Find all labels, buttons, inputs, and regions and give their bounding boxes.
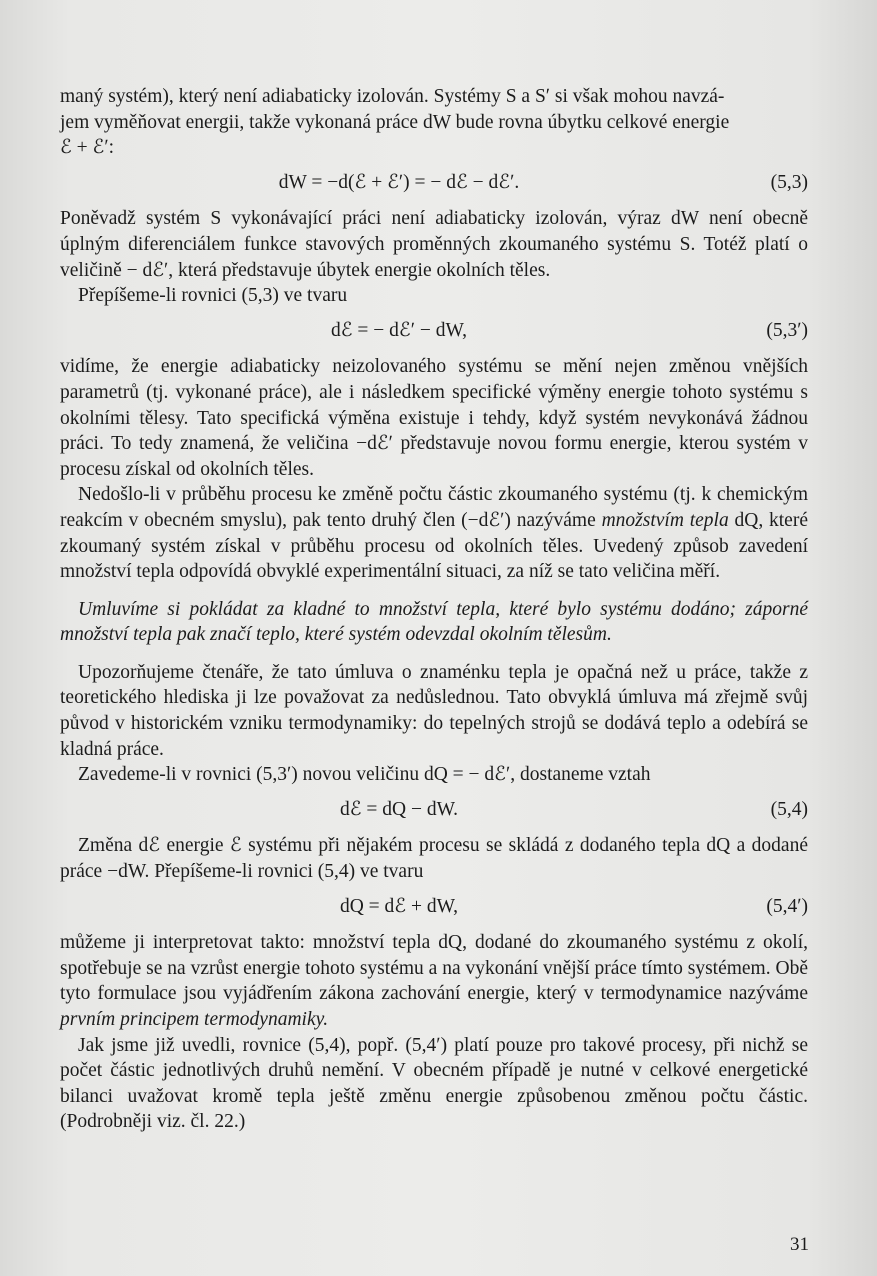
term-italic: množstvím tepla — [601, 509, 729, 531]
paragraph: Upozorňujeme čtenáře, že tato úmluva o znaménku tepla je opačná než u práce, takže z teoretického hlediska ji lze považovat za nedůslednou. Tato obvyklá úmluva má zřejmě svůj původ v historickém vzniku termodynamiky: do tepelných strojů se dodává teplo a odebírá se kladná práce. — [60, 661, 808, 760]
equation-number: (5,4ʹ) — [766, 895, 808, 917]
paragraph: vidíme, že energie adiabaticky neizolovaného systému se mění nejen změnou vnějších parametrů (tj. vykonané práce), ale i následkem specifické výměny energie tohoto systému s okolními tělesy. Tato specifická výměna existuje i tehdy, když systém nevykonává žádnou práci. To tedy znamená, že veličina −dℰʹ představuje novou formu energie, kterou systém v procesu získal od okolních těles. — [60, 356, 808, 480]
page-text — [60, 84, 808, 1135]
equation-formula: dℰ = dQ − dW. — [339, 798, 459, 820]
paragraph — [60, 930, 808, 1032]
text-line: ℰ + ℰʹ: — [60, 137, 115, 159]
paragraph: Jak jsme již uvedli, rovnice (5,4), popř. (5,4ʹ) platí pouze pro takové procesy, při nichž se počet částic jednotlivých druhů nemění. V obecném případě je nutné v celkové energetické bilanci uvažovat kromě tepla ještě změnu energie způsobenou změnou počtu částic. (Podrobněji viz. čl. 22.) — [60, 1034, 808, 1133]
equation-number: (5,3) — [770, 171, 808, 193]
paragraph: Přepíšeme-li rovnici (5,3) ve tvaru — [78, 285, 348, 307]
equation-5-3 — [60, 170, 808, 196]
paragraph: Změna dℰ energie ℰ systému při nějakém procesu se skládá z dodaného tepla dQ a dodané práce −dW. Přepíšeme-li rovnici (5,4) ve tvaru — [60, 835, 808, 883]
equation-5-4-prime — [60, 894, 808, 920]
text-line: maný systém), který není adiabaticky izolován. Systémy S a Sʹ si však mohou navzá- — [60, 86, 725, 107]
paragraph: Zavedeme-li v rovnici (5,3ʹ) novou veličinu dQ = − dℰʹ, dostaneme vztah — [78, 764, 651, 786]
text-line: jem vyměňovat energii, takže vykonaná práce dW bude rovna úbytku celkové energie — [60, 111, 730, 133]
equation-5-4 — [60, 797, 808, 823]
paragraph-text: dQ, které zkoumaný systém získal v průběhu procesu od okolních těles. Uvedený způsob zavedení množství tepla odpovídá obvyklé experimentální situaci, za níž se tato veličina měří. — [60, 509, 808, 583]
paragraph-text: Nedošlo-li v průběhu procesu ke změně počtu částic zkoumaného systému (tj. k chemickým reakcím v obecném smyslu), pak tento druhý člen (−dℰʹ) nazýváme — [60, 484, 808, 531]
convention-paragraph: Umluvíme si pokládat za kladné to množství tepla, které bylo systému dodáno; záporné množství tepla pak značí teplo, které systém odevzdal okolním tělesům. — [60, 598, 808, 646]
equation-number: (5,4) — [770, 798, 808, 820]
term-italic: prvním principem termodynamiky. — [60, 1009, 329, 1030]
equation-formula: dℰ = − dℰʹ − dW, — [331, 319, 467, 341]
paragraph — [60, 482, 808, 584]
equation-formula: dW = −d(ℰ + ℰʹ) = − dℰ − dℰʹ. — [278, 171, 520, 193]
paragraph: Poněvadž systém S vykonávající práci není adiabaticky izolován, výraz dW není obecně úplným diferenciálem funkce stavových proměnných zkoumaného systému S. Totéž platí o veličině − dℰʹ, která představuje úbytek energie okolních těles. — [60, 208, 808, 281]
page-number: 31 — [790, 1234, 809, 1255]
equation-formula: dQ = dℰ + dW, — [339, 895, 459, 917]
equation-number: (5,3ʹ) — [766, 319, 808, 341]
equation-5-3-prime — [60, 318, 808, 344]
paragraph-text: můžeme ji interpretovat takto: množství tepla dQ, dodané do zkoumaného systému z okolí, spotřebuje se na vzrůst energie tohoto systému a na vykonání vnější práce tímto systémem. Obě tyto formulace jsou vyjádřením zákona zachování energie, který v termodynamice nazýváme — [60, 932, 808, 1005]
